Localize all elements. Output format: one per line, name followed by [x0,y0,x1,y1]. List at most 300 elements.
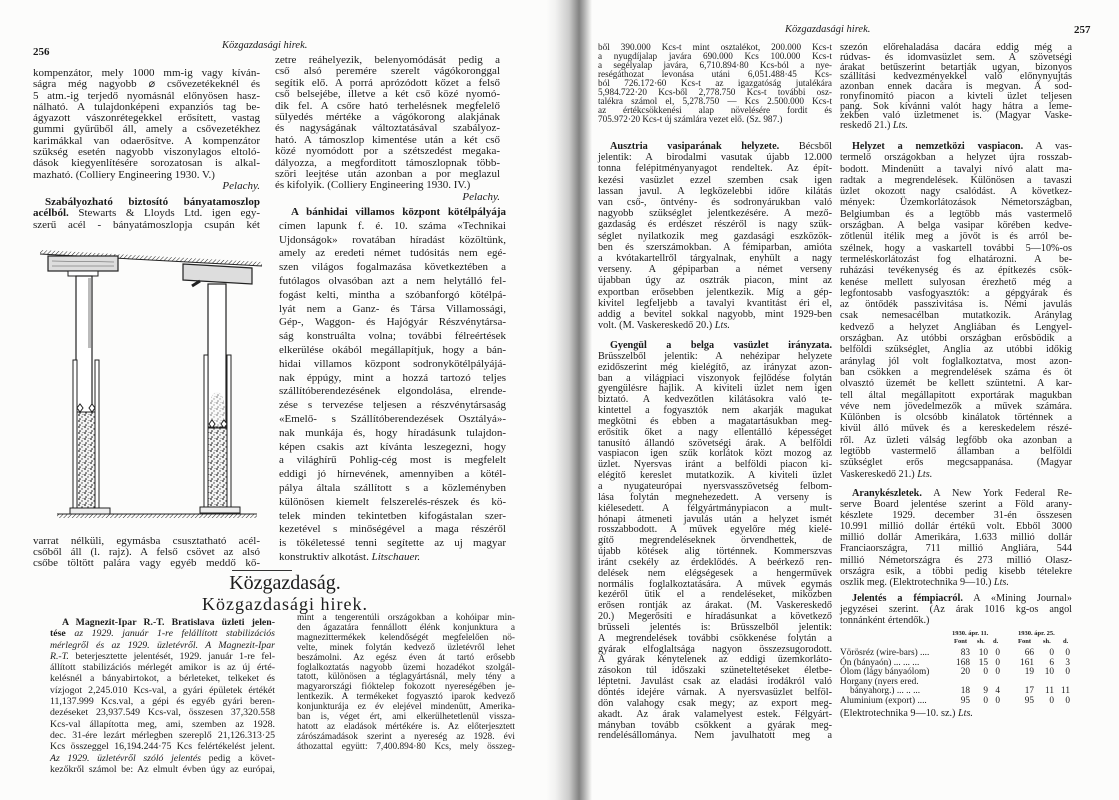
text-line [840,152,1072,163]
text-run: kompenzátor, mely 1000 mm-ig vagy kíván- [33,67,260,79]
text-run: megkötni és ebben a magatartásukban meg- [598,415,832,427]
table-cell: 20 [960,667,970,678]
text-run: Stewarts & Lloyds Ltd. igen egy- [68,207,260,220]
text-run: országban. A belga vasipar körében kedve- [840,220,1072,232]
text-line [279,261,506,275]
table-cell: 0 [995,667,1000,678]
text-run: ható. A támoszlop kimentése után a két cső [275,133,500,146]
table-cell: 9 [983,686,988,697]
text-line [840,299,1072,310]
bold-run: tése [50,628,66,640]
text-run: addig a bevitel sokkal nagyobb, mint 1929-ben [598,309,832,321]
text-run: fogást kelti, mintha a szóbanforgó kötélpá- [279,288,506,301]
text-run: konstruktiv alkotást. [279,550,372,563]
text-run: van cső-, öntvény- és sodronyárukban való [598,197,832,209]
text-run: A «Mining Journal» [962,593,1072,604]
text-line [279,454,506,468]
text-line [279,399,506,413]
text-line [50,651,275,662]
floor-hatching [57,514,257,518]
text-run: is tökéletessé tenni segítette az uj magyar [279,537,506,550]
text-run: zetre reáhelyezik, belenyomódását pedig a [275,54,500,66]
text-line [598,242,832,253]
table-cell: 0 [983,667,988,678]
text-line [840,543,1072,554]
italic-run: az 1929. január 1-re felállított stabilizációs [74,628,275,640]
article-magnezit-ipar-end [598,43,832,124]
text-run: csőből áll (l. rajz). A felső csövet az alsó [33,546,260,559]
text-line [840,555,1072,566]
text-run: verseny. A gépiparban a német verseny [598,264,832,276]
text-line [598,219,832,230]
text-run: ságra még nagyobb ⌀ csővezetékeknél és [33,78,260,91]
text-run: szélnek, hogy a vaskartell további 5—10%-os [840,242,1072,254]
text-run: velte, minek folytán kedvező üzletévről lehet [297,642,515,653]
table-cell: 18 [960,686,970,697]
text-line [279,510,506,524]
text-line [598,731,832,742]
text-run: amely az eredeti német tudósitás nem egé- [279,247,506,260]
article-belga-vasuzlet [598,341,832,742]
text-run: segítik elő. A porrá aprózódott kőzet a felső [275,76,500,89]
table-unit: Font [954,638,967,645]
text-run: pang. Sok kívánni valót hagy hátra a leme- [840,100,1072,112]
text-run: oszlik meg. (Elektrotechnika 9—10.) [840,576,994,588]
bold-run: Gyengül a belga vasüzlet irányzata. [610,340,832,351]
text-run: ból 726.172·60 Kcs-t az igazgatóság jutalékára [598,78,832,88]
text-line [840,344,1072,355]
text-line [50,753,275,764]
italic-run: mérlegről és az 1929. üzletévről. A Magnezit-Ipar [50,639,275,651]
table-row-label: bányahorg.) ... .. ... [850,686,921,697]
text-run: vaspiacon igen szűk korlátok közt mozog az [598,448,832,460]
text-run: tatott, különösen a téglagyártásnál, mely tény a [297,672,515,683]
running-head-right: Közgazdasági hirek. [785,24,871,35]
text-run: szöri leejtése után azonban a por meglazul [275,168,500,181]
text-run: exportban erősebben jelentkezik. Míg a gép- [598,286,832,298]
text-run: csőbe töltött palára vagy egyéb meddő kő- [33,557,260,570]
signature: Pelachy. [462,190,500,203]
text-run: pedig a követ- [201,752,275,764]
italic-run: Az 1929. üzletévről szóló jelentés [50,752,201,764]
text-line [279,468,506,482]
text-run: 10.991 millió dollár értékű volt. Ebből 3000 [840,521,1072,533]
table-cell: 3 [1065,657,1070,668]
text-run: 5 atm.-ig terjedő nyomásnál előnyösen hasz- [33,89,260,102]
bold-run: Jelentés a fémpiacról. [852,593,963,604]
text-run: bodott. Mindenütt a tavalyi nívó alatt ma- [840,163,1072,175]
text-line [279,234,506,248]
text-line [297,743,515,753]
text-run: lassan javul. A legközelebbi időre kilátás [598,185,832,197]
text-line [598,208,832,219]
text-run: millió Németországra és 273 millió Olasz- [840,554,1072,566]
text-run: nak munkája és, hogy híradásunk tulajdon- [279,426,506,439]
text-run: Különben is olcsóbb kinálatok történnek a [840,412,1072,424]
text-run: rosszabbodott. A művek egyelőre még kielé- [598,524,832,536]
text-run: beterjesztette jelentését, 1929. január 1-re fel- [68,650,275,662]
table-cell: 0 [1065,667,1070,678]
text-line [279,372,506,386]
text-line [279,496,506,510]
table-group-header: 1930. ápr. 25. [1018,630,1055,637]
text-run: den ágazatára fennállott élénk konjunktura a [297,622,515,633]
article-belga-vasuzlet-end [840,43,1072,131]
text-line [840,265,1072,276]
table-cell: 11 [1061,686,1070,697]
text-run: ban csökken a megrendelések száma és öt [840,366,1072,378]
text-run: szállítóberendezésének elgondolása, elrende- [279,385,506,398]
text-line [50,707,275,718]
text-run: A gyárak kénytelenek az eddigi üzemkorláto- [598,654,832,666]
text-run: lyát nem a Ganz- és Társa Villamossági, [279,302,506,315]
text-run: dec. 31-ére lezárt mérlegben szereplő 21,126.313·25 [50,729,275,741]
text-run: országban. Az utóbbi országban erősbödik a [840,333,1072,345]
text-run: futólagos olvasóban azt a nem helytálló fel- [279,274,506,287]
text-run: reségáthozat levonása utáni 6,051.488·45 Kcs- [598,69,832,79]
italic-run: R.-T. [50,650,69,662]
text-line [840,401,1072,412]
text-run: ronyfinomító piacon a kivteli üzlet teljesen [840,90,1072,102]
italic-run: Lts. [957,708,973,719]
bold-run: A Magnezit-Ipar R.-T. Bratislava üzleti jelen- [62,617,275,628]
text-run: volt. (M. Vaskereskedő 20.) [598,320,715,332]
text-run: gítő megrendeléseknek örvendhettek, de [598,535,832,547]
text-run: gummi gyűrűből áll, amely a csővezetékhez [33,123,260,136]
text-run: nak éppúgy, mint a hozzá tartozó teljes [279,371,506,384]
text-run: elégítő kereslet mutatkozik. A kiviteli üzlet [598,470,832,482]
text-run: 11,137.999 Kcs.val, a gépi és egyéb gyári beren- [50,696,275,708]
text-run: tonna felépitményanyagot rendeltek. Az épít- [598,163,832,175]
text-line [840,577,1072,588]
italic-run: Lts. [993,576,1009,588]
text-run: reskedő 21.) [840,120,893,131]
text-line [279,385,506,399]
text-run: az öntődék passzivitása is. Némi javulás [840,299,1072,311]
text-run: sülyedés mértéke a vágókorong alakjának [275,111,500,124]
text-line [840,593,1072,604]
table-cell: 161 [1020,657,1034,668]
italic-run: Lts. [714,320,730,332]
text-line [279,441,506,455]
text-run: ezidőszerint még kielégítő, az irányzat azon- [598,361,832,373]
text-line [598,287,832,298]
table-cell: 15 [978,657,988,668]
signature: Pelachy. [222,179,260,192]
text-run: dályozza, a megforditott támoszlopnak több- [275,156,500,169]
text-line [279,247,506,261]
bold-run: Szabályozható biztosító bányatamoszlop [45,196,260,208]
text-run: nálható. A tulajdonképeni expanziós tag be- [33,100,260,113]
text-run: termelő országokban a helyzet újra rosszab- [840,152,1072,164]
bold-run: A bánhidai villamos központ kötélpályája [291,206,506,218]
text-run: újabban úgy az osztrák piacon, mint az [598,275,832,287]
text-run: ság konstruálta volna; további félreértések [279,330,506,343]
text-run: legfontosabb vasfogyasztók: a gépgyárak és [840,287,1072,299]
text-run: készlete 1929. december 31-én összesen [840,510,1072,522]
table-group-header: 1930. ápr. 11. [952,630,989,637]
table-unit: sh. [977,638,985,645]
text-line [279,482,506,496]
text-line [598,197,832,208]
text-run: biztató. A kedvezőtlen kilátásokra való te- [598,394,832,406]
article-ausztria-vasipar [598,141,832,331]
text-run: közé nyomódott por a szétszedést megaka- [275,145,500,158]
text-run: kedvező a helyzet Angliában és Lengyel- [840,321,1072,333]
text-line [840,254,1072,265]
text-run: dások kiegyenlítésére sorozatosan is alkal- [33,157,260,170]
text-run: «Emelő- s Szállítóberendezések Osztályá»- [279,412,506,425]
text-line [50,719,275,730]
text-run: Ujdonságok» rovatában híradást közöltünk, [279,233,506,246]
article-banyatamoszlop-continued [33,536,260,570]
text-line [840,231,1072,242]
table-source [840,708,973,719]
text-run: képen csakis azt kívánta leszegezni, hogy [279,440,506,453]
text-line [598,253,832,264]
table-cell: 168 [956,657,970,668]
text-run: hatott az eladások mértékére is. Az előterjesztett [297,721,515,732]
text-line [50,730,275,741]
text-run: Kcs-val állapította meg, ami, szemben az 1928. [50,718,275,730]
text-run: zése s tervezése teljesen a részvénytársaság [279,399,506,412]
text-run: Vaskereskedő 21.) [840,468,918,480]
text-line [598,320,832,331]
table-cell: 0 [1065,648,1070,658]
text-line [598,231,832,242]
text-run: gazdaság és erdészet részéről is nagy szük- [598,219,832,231]
text-line [840,141,1072,152]
text-run: olvasztó üzemét be kellett szüntetni. A kar- [840,378,1072,390]
text-run: szezón előrehaladása dacára eddig még a [840,42,1072,53]
table-cell: 0 [983,695,988,706]
text-line [279,427,506,441]
italic-run: Lts. [892,120,908,131]
text-line [279,303,506,317]
text-run: gyengülésre hajlik. A kiviteli üzlet nem igen [598,383,832,395]
text-run: hidai villamos központ sodronykötélpályájá- [279,357,506,370]
text-run: állított stabilizációs mérlegét amikor is az új érté- [50,662,275,674]
left-prop [48,256,118,514]
text-run: dezéseket 23,937.549 Kcs-val, összesen 37,320.558 [50,707,275,719]
table-cell: 4 [995,686,1000,697]
text-line [50,628,275,639]
table-cell: 95 [960,695,970,706]
text-line [840,356,1072,367]
text-run: 705.972·20 Kcs-t új számlára vezet elő. (Sz. 987.) [598,114,783,124]
right-prop [183,264,252,513]
text-run: szállítási kedvezményekkel való előnynyujtás [840,71,1072,83]
text-run: varrat nélküli, egymásba csusztatható acél- [33,535,260,547]
article-aranykeszletek [840,488,1072,588]
text-run: mint a tengerentúli országokban a kohóipar min- [297,613,515,623]
text-run: tell által megállapitott exportárak magukban [840,389,1072,401]
text-run: rúdvas- és idomvasüzlet sem. A szövetségi [840,51,1072,63]
text-line [279,537,506,551]
table-cell: 95 [1024,695,1034,706]
text-run: ből 390.000 Kcs-t mint osztalékot, 200.000 Kcs-t [598,42,832,52]
text-run: mazható. (Colliery Engineering 1930. V.) [33,168,215,181]
table-row-label: Aluminium (export) .... [840,695,927,706]
text-run: magnezittermékek kelendőségét megfelelően nö- [297,632,515,643]
text-run: döntés idejére várnak. A nyersvasüzlet belföl- [598,687,832,698]
text-run: ben és szerszámokban. A fémiparban, amióta [598,241,832,253]
text-line [840,175,1072,186]
text-run: újabb kötések alig történnek. Kommerszvas [598,546,832,558]
text-run: cső alsó peremére szerelt vágókoronggal [275,65,500,78]
text-line [279,551,506,565]
text-run: szükség esetén nagyobb viszonylagos eltoló- [33,146,260,159]
table-cell: 66 [1024,648,1034,658]
section-subtitle: Közgazdasági hirek. [202,594,368,614]
table-cell: 6 [1049,657,1054,668]
text-run: kezési vasüzlet ezzel szemben csak igen [598,174,832,186]
page-number-right: 257 [1074,24,1091,36]
text-run: árakat betűszerint betartják ugyan, bizonyos [840,61,1072,73]
article-magnezit-ipar [50,617,275,775]
text-run: elkerülése okából megállapítjuk, hogy a bán- [279,343,506,356]
text-run: foglalkoztatás nagyobb üzemi hozadékot szolgál- [297,662,515,673]
text-line [50,640,275,651]
section-title: Közgazdaság. [229,572,341,594]
text-run: azonban ennek dacára is megvan. A sod- [840,81,1072,92]
text-line [598,298,832,309]
text-run: kintettel a fogyasztók nem akarják magukat [598,405,832,417]
text-run: talékra számol el, 5,278.750 — Kcs 2.500.000 Kcs-t [598,96,832,106]
text-line [598,309,832,320]
text-line [840,604,1072,615]
text-run: áthozattal együtt: 7,400.894·80 Kcs, mely összeg- [297,741,515,752]
text-run: magyarországi fióktelep fokozott nyereségében je- [297,682,515,693]
table-cell: 0 [1049,695,1054,706]
text-run: eddigi jó hírnevének, amennyiben a kötél- [279,468,506,481]
text-run: lentkezik. A termékeket fogyasztó iparok kedvező [297,692,515,703]
text-run: zekben való üzletmenet is. (Magyar Vaske- [840,110,1072,122]
text-run: aránylag jól volt foglalkoztatva, most azon- [840,355,1072,367]
text-line [279,523,506,537]
text-run: mányban tovább csökkent a gyárak meg- [598,719,832,731]
table-cell: 10 [1044,667,1054,678]
text-line [33,558,260,569]
text-run: beszámolni. Az egész éven át tartó erősebb [297,652,515,663]
text-run: gyárak elfoglaltsága nagyon összezsugorodott. [598,643,832,655]
text-line [598,141,832,152]
text-line [279,358,506,372]
text-line [840,186,1072,197]
text-run: véve nem jövedelmezők a művek számára. [840,400,1072,412]
page-number-left: 256 [33,46,50,58]
text-run: kezéről ütik el a rendeléseket, miközben [598,589,832,601]
table-row-label: Ón (bányaón) ... ... ... [840,657,920,668]
table-unit: Font [1018,638,1031,645]
table-cell: 0 [1049,648,1054,658]
text-line [840,333,1072,344]
text-line [840,288,1072,299]
text-run: hónapi átmeneti javulás után a helyzet ismét [598,513,832,525]
text-run: akadt. Az árak valamelyest estek. Félgyárt- [598,708,832,720]
text-line [598,186,832,197]
text-line [840,378,1072,389]
text-run: erősen rontják az árakat. (M. Vaskereskedő [598,600,832,612]
text-line [840,457,1072,468]
text-run: millió dollár Amerikára, 1.633 millió dollár [840,532,1072,544]
italic-run: Litschauer. [371,550,421,563]
text-line [840,243,1072,254]
text-run: delések nem elégségesek a hengerművek [598,567,832,579]
text-line [50,617,275,628]
text-line [840,209,1072,220]
bold-run: Helyzet a nemzetközi vaspiacon. [852,141,1024,152]
text-run: cső belsejébe, illetve a két cső közé nyomó- [275,88,500,101]
table-cell: 17 [1024,686,1034,697]
article-banyatamoszlop-col2 [275,55,500,203]
text-run: telek minden tekintetben kifogástalan szer- [279,509,506,522]
table-cell: 83 [960,648,970,658]
text-line [279,220,506,234]
text-run: különösen kiemelt felszerelés-részek és kö- [279,495,506,508]
text-run: ágyazott vászonrétegekkel erősített, vastag [33,112,260,125]
text-line [840,423,1072,434]
text-line [840,121,1072,131]
text-line [840,521,1072,532]
text-line [279,289,506,303]
table-unit: d. [1063,638,1069,645]
text-line [598,152,832,163]
text-run: szükséglet erős megcsappanása. (Magyar [840,457,1072,469]
text-run: az értékcsökkenési alap növelésére fordit és [598,105,832,115]
text-run: A vas- [1023,141,1072,152]
text-line [50,696,275,707]
text-line [840,390,1072,401]
text-run: a nyugdíjalap javára 690.000 Kcs 100.000 Kcs-t [598,51,832,61]
article-magnezit-ipar-col2 [297,614,515,753]
text-run: a kvótakartellről tárgyalnak, enyhült a nagy [598,253,832,265]
text-run: normális foglalkoztatására. A művek egymás [598,578,832,590]
text-line [840,310,1072,321]
text-run: konjunkturája ez év elejével mindenütt, Amerika- [297,702,515,713]
text-line [840,435,1072,446]
text-run: rendelésállománya. Nem javulhatott meg a [598,730,832,742]
text-line [50,741,275,752]
text-line [840,322,1072,333]
text-run: kezetével s minőségével a maga részéről [279,523,506,536]
text-run: zásokon túl időszaki szüneteltetéseket életbe- [598,665,832,677]
text-line [598,275,832,286]
article-fempiac [840,593,1072,627]
text-line [279,316,506,330]
text-run: A megrendelések további csökkenése folytán a [598,632,832,644]
text-run: 5,984.722·20 Kcs-ből 2,778.750 Kcs-t további osz- [598,87,832,97]
text-run: és nagyságának változtatásával szabályoz- [275,122,500,135]
text-run: nagyobb szükséglet jelentkezésére. A mező- [598,208,832,220]
text-run: kiélesedett. A félgyártmánypiacon a mult- [598,502,832,514]
text-run: belföldi szükséglet, Anglia az utóbbi időkig [840,344,1072,356]
text-run: Kcs összeggel 16,194.244·75 Kcs felértékelést jelent. [50,741,275,753]
text-run: legtöbb vastermelő államban a belföldi [840,446,1072,458]
bold-run: acélból. [33,207,69,220]
text-run: tonnánként értendők.) [840,615,930,627]
text-run: ruházási tevékenység és az építkezés csök- [840,265,1072,277]
text-run: zőtlenül itélik meg a jövőt is és arról be- [840,231,1072,243]
text-line [279,330,506,344]
text-run: Belgiumban és a legtöbb más vastermelő [840,208,1072,220]
text-run: ban a világpiaci viszonyok fejlődése folytán [598,372,832,384]
bold-run: Aranykészletek. [852,488,922,499]
text-run: jegyzései szerint. (Az árak 1016 kg-os angol [840,604,1072,616]
text-line [598,163,832,174]
text-line [840,510,1072,521]
text-run: brüsseli jelentés is: Brüsszelből jelentik: [598,621,832,633]
